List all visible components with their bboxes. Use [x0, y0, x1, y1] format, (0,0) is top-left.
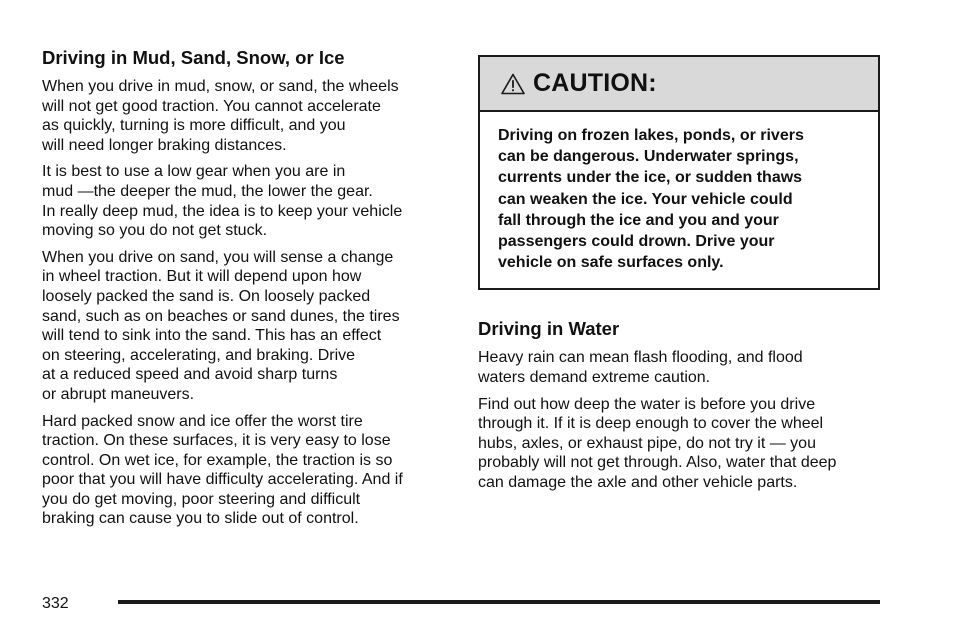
text-line: at a reduced speed and avoid sharp turns [42, 366, 338, 384]
paragraph-sand [42, 248, 452, 405]
text-line: in wheel traction. But it will depend upon how [42, 268, 362, 286]
text-line: When you drive on sand, you will sense a change [42, 248, 394, 266]
text-line: hubs, axles, or exhaust pipe, do not try it — you [478, 434, 816, 452]
caution-line: fall through the ice and you and your [498, 211, 779, 229]
text-line: control. On wet ice, for example, the traction is so [42, 451, 393, 469]
text-line: mud —the deeper the mud, the lower the gear. [42, 182, 373, 200]
text-line: waters demand extreme caution. [478, 369, 711, 387]
text-line: through it. If it is deep enough to cover the wheel [478, 415, 824, 433]
text-line: In really deep mud, the idea is to keep your vehicle [42, 202, 403, 220]
text-line: sand, such as on beaches or sand dunes, the tires [42, 307, 400, 325]
caution-line: vehicle on safe surfaces only. [498, 254, 724, 272]
paragraph-water-depth [478, 395, 880, 493]
text-line: Find out how deep the water is before you drive [478, 395, 816, 413]
caution-line: Driving on frozen lakes, ponds, or rivers [498, 127, 804, 144]
text-line: as quickly, turning is more difficult, and you [42, 117, 346, 135]
left-column [42, 46, 452, 536]
text-line: poor that you will have difficulty accelerating. And if [42, 471, 403, 489]
caution-line: can be dangerous. Underwater springs, [498, 148, 799, 166]
text-line: loosely packed the sand is. On loosely packed [42, 287, 371, 305]
section-heading-water: Driving in Water [478, 318, 620, 340]
text-line: will tend to sink into the sand. This has an effect [42, 327, 382, 345]
page-number: 332 [42, 595, 69, 612]
text-line: traction. On these surfaces, it is very easy to lose [42, 432, 391, 450]
text-line: on steering, accelerating, and braking. Drive [42, 346, 356, 364]
paragraph-low-gear [42, 162, 452, 240]
text-line: Heavy rain can mean flash flooding, and flood [478, 349, 803, 367]
text-line: braking can cause you to slide out of control. [42, 510, 359, 528]
text-line: you do get moving, poor steering and difficult [42, 490, 361, 508]
text-line: moving so you do not get stuck. [42, 222, 268, 240]
text-line: probably will not get through. Also, water that deep [478, 454, 837, 472]
text-line: Hard packed snow and ice offer the worst tire [42, 412, 363, 430]
caution-line: can weaken the ice. Your vehicle could [498, 190, 793, 208]
water-section [478, 317, 880, 492]
caution-line: passengers could drown. Drive your [498, 233, 775, 251]
text-line: When you drive in mud, snow, or sand, the wheels [42, 78, 399, 95]
text-line: It is best to use a low gear when you are in [42, 163, 346, 181]
caution-title: CAUTION: [533, 69, 657, 97]
footer-rule [118, 600, 880, 604]
paragraph-flash-flooding [478, 348, 880, 387]
paragraph-traction [42, 77, 452, 155]
caution-line: currents under the ice, or sudden thaws [498, 169, 803, 187]
caution-header [480, 57, 878, 112]
caution-box [478, 55, 880, 290]
paragraph-snow-ice [42, 412, 452, 530]
section-heading-mud-sand: Driving in Mud, Sand, Snow, or Ice [42, 47, 345, 68]
right-column [478, 55, 880, 500]
warning-triangle-icon [501, 73, 525, 95]
text-line: will not get good traction. You cannot accelerate [42, 97, 381, 115]
text-line: can damage the axle and other vehicle parts. [478, 473, 798, 491]
caution-body [480, 112, 878, 288]
text-line: or abrupt maneuvers. [42, 385, 195, 403]
text-line: will need longer braking distances. [42, 136, 287, 154]
